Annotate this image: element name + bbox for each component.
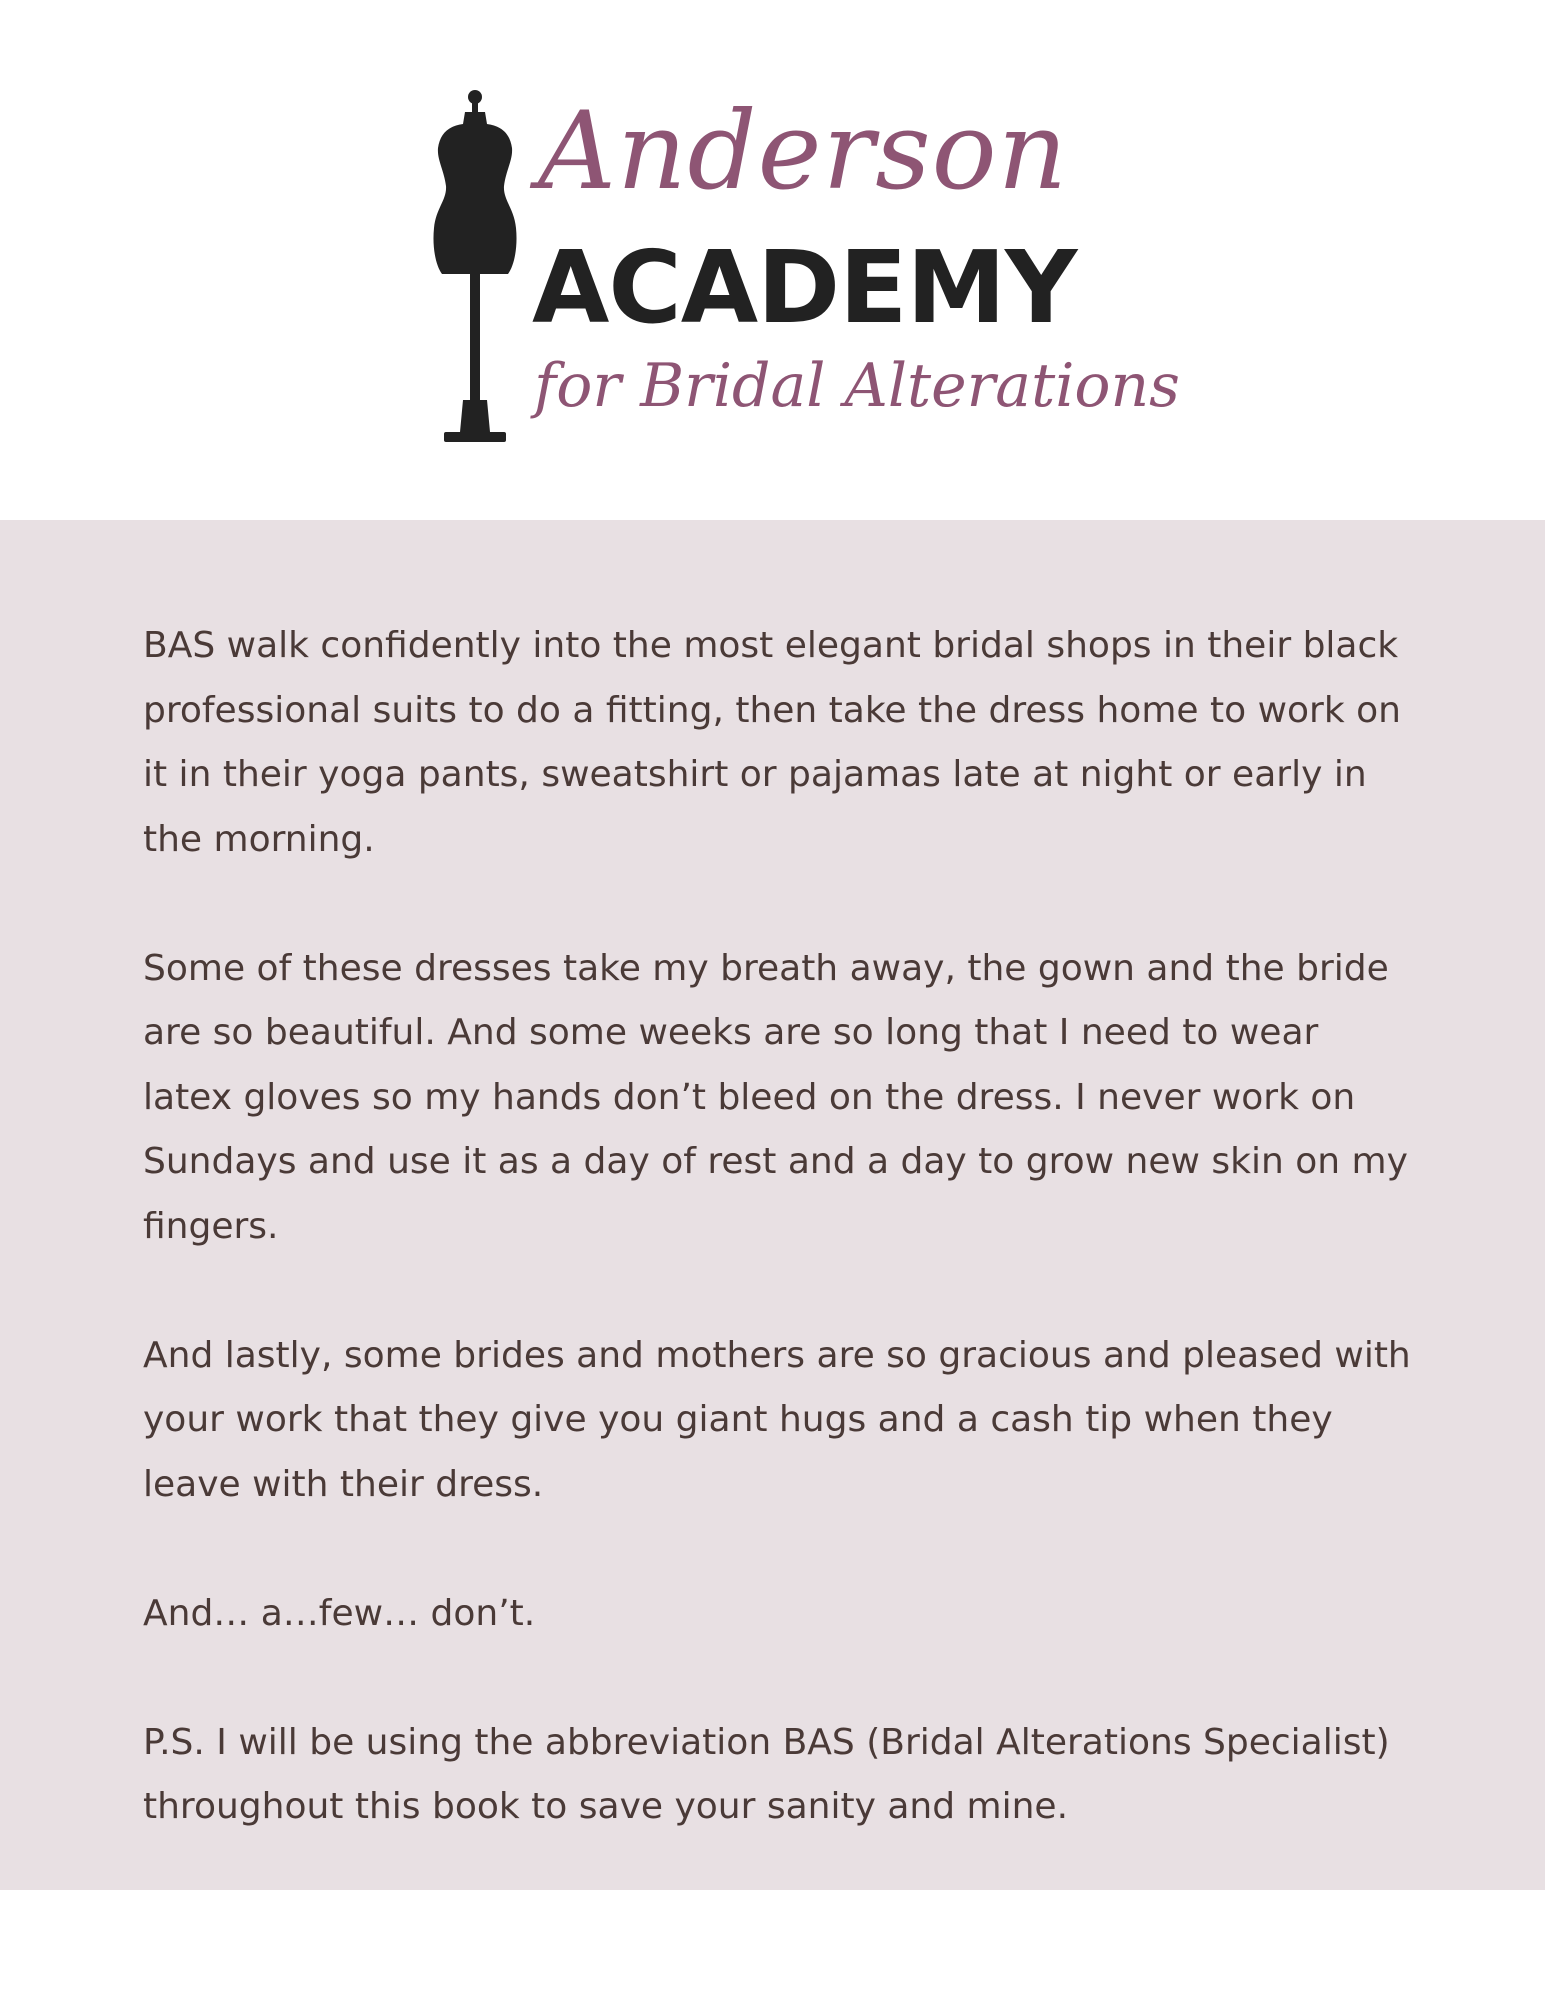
paragraph: And lastly, some brides and mothers are so gracious and pleased with your work that they give you giant hugs and a cash tip when they leave with their dress. <box>143 1334 1411 1505</box>
paragraph: BAS walk confidently into the most elegant bridal shops in their black professional suits to do a fitting, then take the dress home to work on it in their yoga pants, sweatshirt or pajamas late at night or early in the morning. <box>143 625 1401 860</box>
page-footer <box>0 1890 1545 2000</box>
paragraph: P.S. I will be using the abbreviation BAS (Bridal Alterations Specialist) throughout this book to save your sanity and mine. <box>143 1721 1390 1827</box>
logo-academy: ACADEMY <box>532 229 1077 346</box>
logo <box>430 88 1180 458</box>
content-panel <box>0 520 1545 1890</box>
logo-script-name: Anderson <box>538 89 1069 214</box>
logo-subtitle: for Bridal Alterations <box>534 351 1180 421</box>
dress-form-icon <box>430 88 520 448</box>
page-header <box>0 0 1545 520</box>
paragraph: Some of these dresses take my breath away, the gown and the bride are so beautiful. And some weeks are so long that I need to wear latex gloves so my hands don’t bleed on the dress. I never work on Sundays and use it as a day of rest and a day to grow new skin on my fingers. <box>143 947 1408 1247</box>
paragraph: And… a…few… don’t. <box>143 1592 536 1634</box>
body-text <box>143 614 1413 1840</box>
